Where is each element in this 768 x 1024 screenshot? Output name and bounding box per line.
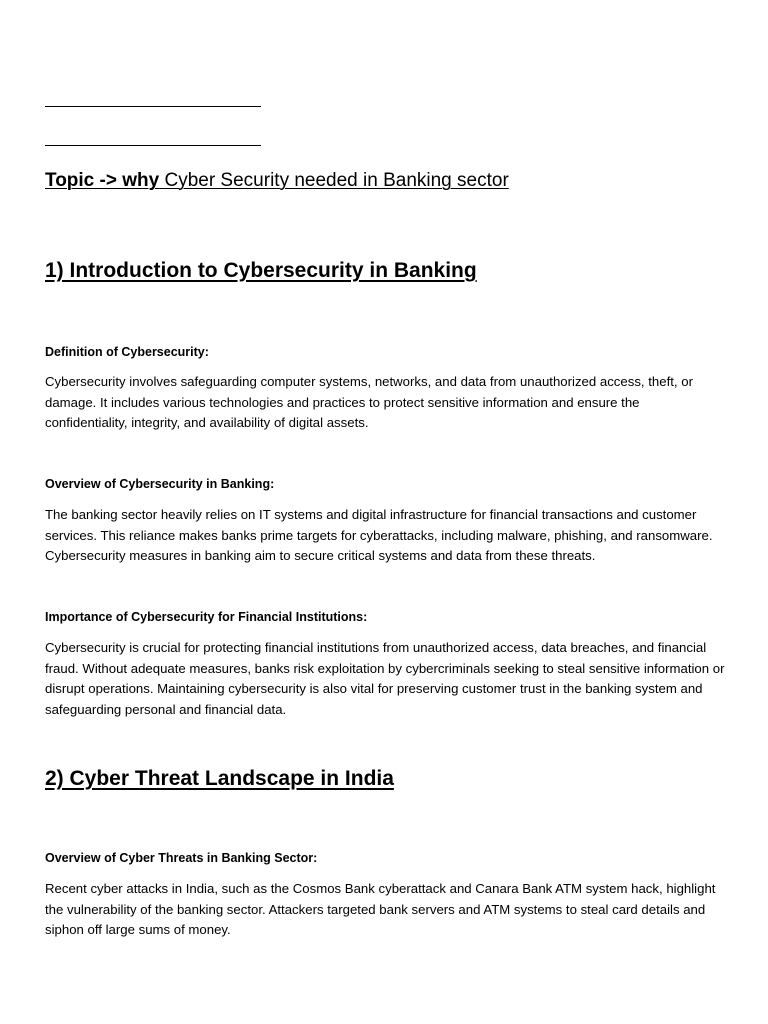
topic-line — [45, 168, 509, 194]
subsection-title-threats-overview: Overview of Cyber Threats in Banking Sector: — [45, 851, 318, 865]
blank-line-1 — [45, 106, 261, 107]
section-heading-threat-landscape: 2) Cyber Threat Landscape in India — [45, 767, 394, 790]
paragraph-overview: The banking sector heavily relies on IT systems and digital infrastructure for financial transactions and customer services. This reliance makes banks prime targets for cyberattacks, including malware, phishing, and ransomware. Cybersecurity measures in banking aim to secure critical systems and data from these threats. — [45, 507, 713, 564]
topic-text: Cyber Security needed in Banking sector — [164, 170, 509, 191]
subsection-title-importance: Importance of Cybersecurity for Financial Institutions: — [45, 610, 368, 624]
paragraph-definition: Cybersecurity involves safeguarding computer systems, networks, and data from unauthorized access, theft, or damage. It includes various technologies and practices to protect sensitive information and ensure the confidentiality, integrity, and availability of digital assets. — [45, 374, 693, 431]
section-heading-introduction: 1) Introduction to Cybersecurity in Banking — [45, 259, 477, 282]
subsection-title-definition: Definition of Cybersecurity: — [45, 345, 209, 359]
paragraph-importance: Cybersecurity is crucial for protecting financial institutions from unauthorized access, data breaches, and financial fraud. Without adequate measures, banks risk exploitation by cybercriminals seeking to steal sensitive information or disrupt operations. Maintaining cybersecurity is also vital for preserving customer trust in the banking system and safeguarding personal and financial data. — [45, 640, 725, 718]
subsection-title-overview: Overview of Cybersecurity in Banking: — [45, 477, 275, 491]
topic-label: Topic -> why — [45, 170, 160, 191]
paragraph-threats-overview: Recent cyber attacks in India, such as the Cosmos Bank cyberattack and Canara Bank ATM system hack, highlight the vulnerability of the banking sector. Attackers targeted bank servers and ATM systems to steal card details and siphon off large sums of money. — [45, 881, 716, 938]
blank-line-2 — [45, 145, 261, 146]
